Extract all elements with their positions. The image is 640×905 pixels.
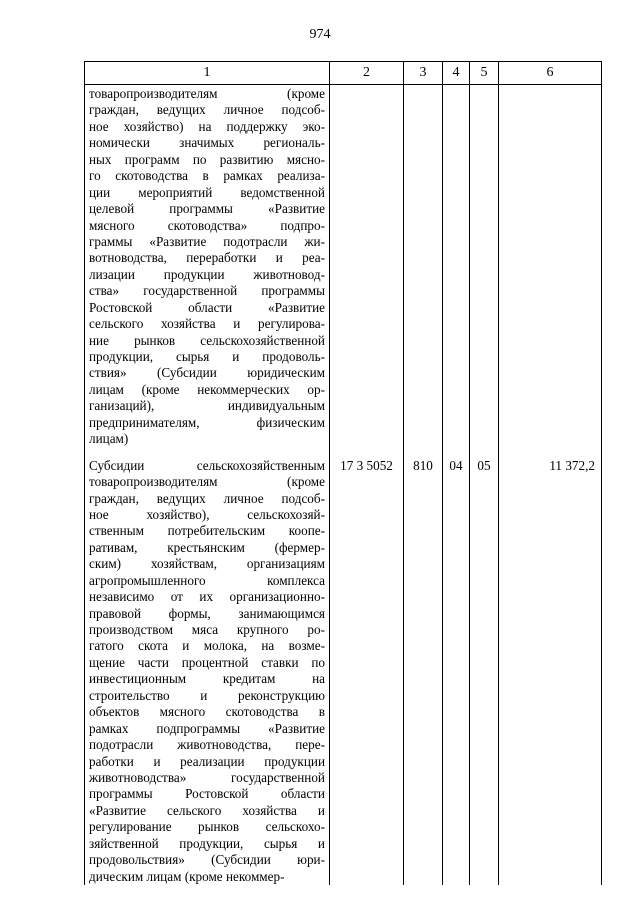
description-line: ное хозяйство), сельскохозяй- [89, 506, 325, 522]
description-line: рамках подпрограммы «Развитие [89, 720, 325, 736]
description-line: ским) хозяйствам, организациям [89, 556, 325, 572]
amount-cell: 11 372,2 [499, 455, 602, 885]
column-header: 3 [404, 62, 443, 85]
description-line: ративам, крестьянским (фермер- [89, 539, 325, 555]
description-line: программы Ростовской области [89, 786, 325, 802]
subsection-cell: 05 [470, 455, 499, 885]
description-line: граммы «Развитие подотрасли жи- [89, 233, 325, 249]
description-line: лизации продукции животновод- [89, 266, 325, 282]
description-line: вотноводства, переработки и реа- [89, 250, 325, 266]
description-line: мясного скотоводства» подпро- [89, 217, 325, 233]
description-line: ние рынков сельскохозяйственной [89, 332, 325, 348]
subsection-cell [470, 85, 499, 455]
description-line: граждан, ведущих личное подсоб- [89, 490, 325, 506]
description-line: товаропроизводителям (кроме [89, 86, 325, 101]
description-line: ных программ по развитию мясно- [89, 151, 325, 167]
target-code-cell [330, 85, 404, 455]
description-line: подотрасли животноводства, пере- [89, 737, 325, 753]
row-description [85, 455, 330, 885]
description-line: регулирование рынков сельскохо- [89, 819, 325, 835]
description-line: Ростовской области «Развитие [89, 299, 325, 315]
description-line: ганизаций), индивидуальным [89, 398, 325, 414]
row-description [85, 85, 330, 455]
description-line: целевой программы «Развитие [89, 201, 325, 217]
description-line: животноводства» государственной [89, 769, 325, 785]
description-line: зяйственной продукции, сырья и [89, 835, 325, 851]
description-line: номически значимых региональ- [89, 135, 325, 151]
description-line: «Развитие сельского хозяйства и [89, 802, 325, 818]
description-line: Субсидии сельскохозяйственным [89, 457, 325, 473]
description-line: предпринимателям, физическим [89, 414, 325, 430]
section-cell: 04 [443, 455, 470, 885]
description-line: щение части процентной ставки по [89, 654, 325, 670]
description-line: го скотоводства в рамках реализа- [89, 168, 325, 184]
table-row [85, 455, 602, 885]
column-header: 1 [85, 62, 330, 85]
description-line: лицам (кроме некоммерческих ор- [89, 381, 325, 397]
column-header: 4 [443, 62, 470, 85]
description-line: объектов мясного скотоводства в [89, 704, 325, 720]
description-line: ственным потребительским коопе- [89, 523, 325, 539]
description-line: сельского хозяйства и регулирова- [89, 316, 325, 332]
description-line: производством мяса крупного ро- [89, 622, 325, 637]
table-row [85, 85, 602, 455]
description-line: строительство и реконструкцию [89, 687, 325, 703]
description-line: продукции, сырья и продоволь- [89, 349, 325, 364]
description-line: ства» государственной программы [89, 283, 325, 299]
description-line: граждан, ведущих личное подсоб- [89, 102, 325, 118]
description-line: ции мероприятий ведомственной [89, 184, 325, 200]
description-line: ствия» (Субсидии юридическим [89, 365, 325, 381]
description-line: агропромышленного комплекса [89, 572, 325, 588]
description-line: дическим лицам (кроме некоммер- [89, 868, 285, 884]
column-header: 2 [330, 62, 404, 85]
description-line: гатого скота и молока, на возме- [89, 638, 325, 654]
description-line: продовольствия» (Субсидии юри- [89, 852, 325, 868]
expense-type-cell [404, 85, 443, 455]
budget-table [84, 61, 602, 885]
column-header: 5 [470, 62, 499, 85]
table-header-row [85, 62, 602, 85]
description-line: лицам) [89, 431, 129, 447]
column-header: 6 [499, 62, 602, 85]
description-line: товаропроизводителям (кроме [89, 474, 325, 490]
description-line: независимо от их организационно- [89, 589, 325, 605]
amount-cell [499, 85, 602, 455]
expense-type-cell: 810 [404, 455, 443, 885]
description-line: ное хозяйство) на поддержку эко- [89, 118, 325, 134]
section-cell [443, 85, 470, 455]
target-code-cell: 17 3 5052 [330, 455, 404, 885]
page-number: 974 [309, 27, 331, 42]
description-line: правовой формы, занимающимся [89, 605, 325, 621]
description-line: работки и реализации продукции [89, 753, 325, 769]
description-line: инвестиционным кредитам на [89, 671, 325, 687]
